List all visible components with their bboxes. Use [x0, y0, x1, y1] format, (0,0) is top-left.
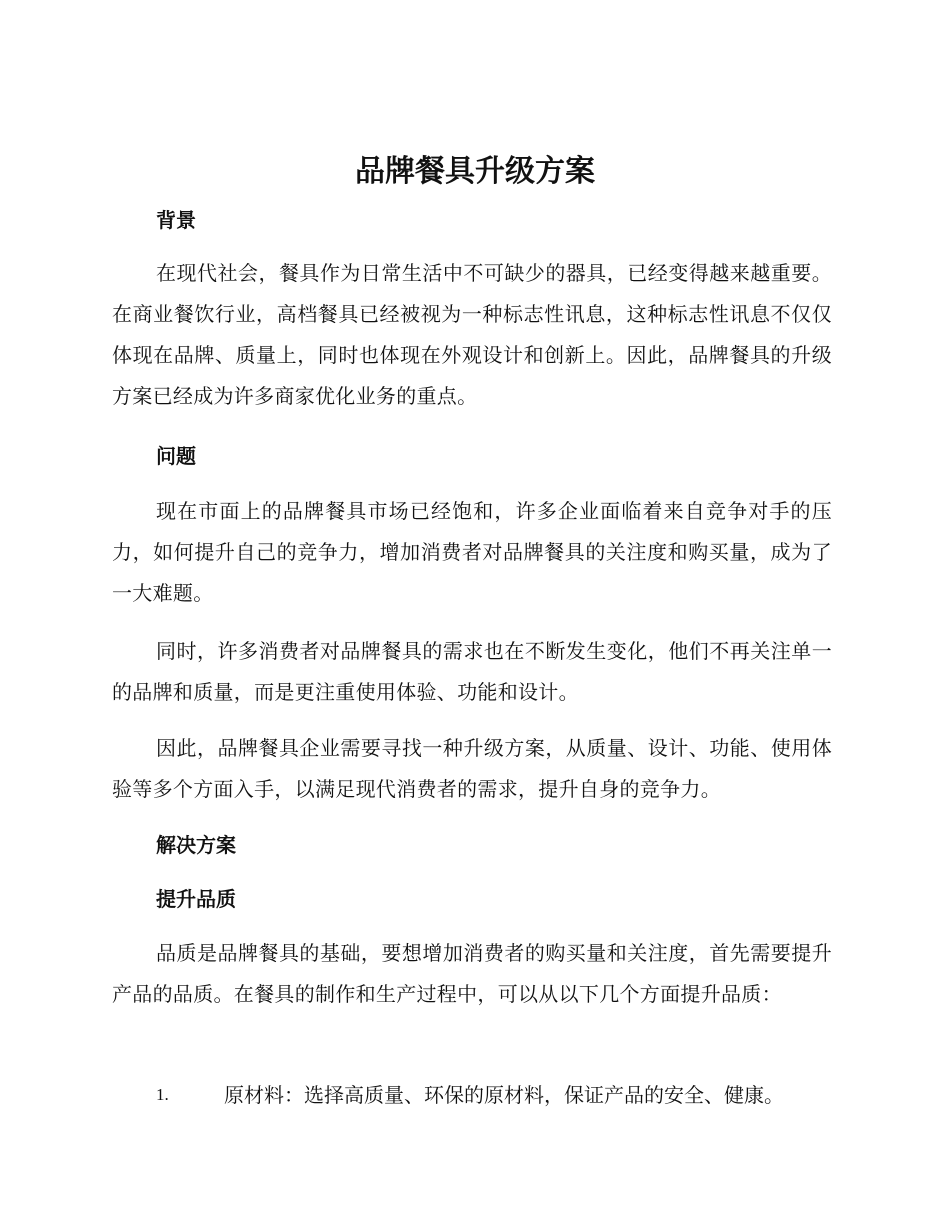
list-item-number: 1. [156, 1085, 169, 1104]
list-item-text: 原材料：选择高质量、环保的原材料，保证产品的安全、健康。 [224, 1083, 784, 1107]
problem-paragraph-1: 现在市面上的品牌餐具市场已经饱和，许多企业面临着来自竞争对手的压力，如何提升自己的竞争力，增加消费者对品牌餐具的关注度和购买量，成为了一大难题。 [112, 499, 832, 605]
quality-paragraph: 品质是品牌餐具的基础，要想增加消费者的购买量和关注度，首先需要提升产品的品质。在餐具的制作和生产过程中，可以从以下几个方面提升品质： [112, 941, 832, 1006]
list-item [156, 1080, 846, 1110]
problem-paragraph-2: 同时，许多消费者对品牌餐具的需求也在不断发生变化，他们不再关注单一的品牌和质量，而是更注重使用体验、功能和设计。 [112, 639, 832, 704]
section-heading-solution: 解决方案 [156, 833, 236, 857]
subsection-heading-quality: 提升品质 [156, 887, 236, 911]
background-paragraph: 在现代社会，餐具作为日常生活中不可缺少的器具，已经变得越来越重要。在商业餐饮行业，高档餐具已经被视为一种标志性讯息，这种标志性讯息不仅仅体现在品牌、质量上，同时也体现在外观设计和创新上。因此，品牌餐具的升级方案已经成为许多商家优化业务的重点。 [112, 261, 832, 408]
problem-paragraph-3: 因此，品牌餐具企业需要寻找一种升级方案，从质量、设计、功能、使用体验等多个方面入手，以满足现代消费者的需求，提升自身的竞争力。 [112, 736, 832, 801]
document-title: 品牌餐具升级方案 [355, 154, 595, 189]
section-heading-problem: 问题 [156, 444, 196, 468]
section-heading-background: 背景 [156, 208, 196, 232]
